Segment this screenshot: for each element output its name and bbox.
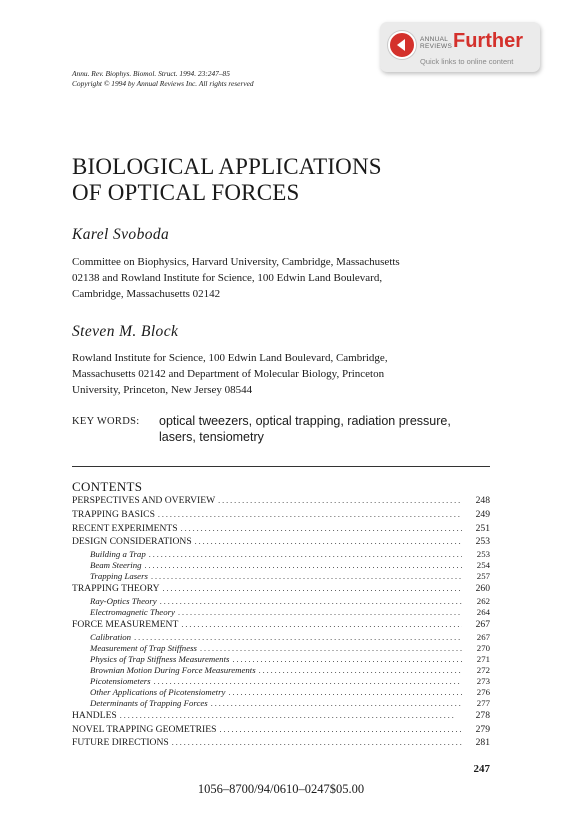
author-name: Karel Svoboda <box>72 226 170 243</box>
toc-entry-page: 267 <box>476 631 490 642</box>
title-line-2: OF OPTICAL FORCES <box>72 180 300 205</box>
toc-entry-title: Building a Trap <box>72 549 149 560</box>
toc-entry-page: 254 <box>476 560 490 571</box>
citation-line-1: Annu. Rev. Biophys. Biomol. Struct. 1994. 23:247–85 <box>72 69 230 78</box>
toc-entry-page: 271 <box>476 653 490 664</box>
toc-entry <box>72 698 490 709</box>
keywords-text: optical tweezers, optical trapping, radiation pressure, lasers, tensiometry <box>159 414 451 444</box>
toc-entry-title: Measurement of Trap Stiffness <box>72 643 200 654</box>
toc-entry-page: 270 <box>476 642 490 653</box>
toc-entry-title: Picotensiometers <box>72 676 154 687</box>
toc-entry <box>72 582 490 596</box>
toc-entry-page: 279 <box>475 723 490 735</box>
toc-entry <box>72 709 490 723</box>
toc-entry <box>72 508 490 522</box>
author-affiliation: Rowland Institute for Science, 100 Edwin Land Boulevard, Cambridge, Massachusetts 02142 and Department of Molecular Biology, Princeton University, Princeton, New Jersey 08544 <box>72 352 388 396</box>
table-of-contents <box>72 494 490 750</box>
toc-entry-page: 277 <box>476 697 490 708</box>
article-title <box>72 154 382 206</box>
toc-entry <box>72 618 490 632</box>
toc-entry-title: TRAPPING THEORY <box>72 582 163 596</box>
toc-leader-dots <box>211 698 462 709</box>
toc-entry <box>72 596 490 607</box>
toc-leader-dots <box>228 687 462 698</box>
toc-entry-page: 262 <box>476 595 490 606</box>
toc-leader-dots <box>158 508 462 522</box>
toc-entry-page: 273 <box>476 675 490 686</box>
toc-entry-page: 267 <box>475 618 490 630</box>
toc-entry <box>72 665 490 676</box>
toc-entry-title: Ray-Optics Theory <box>72 596 160 607</box>
toc-entry-page: 257 <box>476 571 490 582</box>
toc-entry-title: Determinants of Trapping Forces <box>72 698 211 709</box>
toc-leader-dots <box>154 676 462 687</box>
toc-entry-title: RECENT EXPERIMENTS <box>72 522 181 536</box>
journal-citation <box>72 69 254 89</box>
toc-leader-dots <box>259 665 462 676</box>
author-name: Steven M. Block <box>72 323 179 340</box>
toc-entry-title: Calibration <box>72 632 134 643</box>
toc-leader-dots <box>145 560 462 571</box>
toc-leader-dots <box>134 632 462 643</box>
toc-entry-title: TRAPPING BASICS <box>72 508 158 522</box>
contents-heading: CONTENTS <box>72 479 143 494</box>
toc-entry-page: 248 <box>475 495 490 506</box>
toc-leader-dots <box>218 494 462 508</box>
toc-entry <box>72 560 490 571</box>
toc-entry <box>72 535 490 549</box>
toc-entry-page: 251 <box>475 522 490 534</box>
toc-entry-page: 260 <box>475 583 490 595</box>
toc-entry-title: HANDLES <box>72 709 120 723</box>
toc-entry-title: PERSPECTIVES AND OVERVIEW <box>72 494 218 508</box>
toc-leader-dots <box>219 723 462 737</box>
toc-leader-dots <box>181 618 462 632</box>
arrow-left-icon <box>390 33 414 57</box>
toc-entry-title: Electromagnetic Theory <box>72 607 178 618</box>
toc-entry-title: FORCE MEASUREMENT <box>72 618 181 632</box>
toc-entry-page: 278 <box>475 709 490 721</box>
toc-entry-page: 281 <box>475 737 490 749</box>
toc-entry-page: 272 <box>476 664 490 675</box>
toc-entry-title: Other Applications of Picotensiometry <box>72 687 228 698</box>
toc-entry-page: 264 <box>476 606 490 617</box>
toc-entry <box>72 654 490 665</box>
author-affiliation: Committee on Biophysics, Harvard University, Cambridge, Massachusetts 02138 and Rowland Institute for Science, 100 Edwin Land Boulevard, Cambridge, Massachusetts 02142 <box>72 256 400 300</box>
annual-reviews-logo-text: ANNUAL REVIEWS <box>420 36 453 50</box>
toc-leader-dots <box>149 549 462 560</box>
citation-line-2: Copyright © 1994 by Annual Reviews Inc. All rights reserved <box>72 79 254 88</box>
toc-entry <box>72 494 490 508</box>
article-code: 1056–8700/94/0610–0247$05.00 <box>197 782 365 796</box>
toc-leader-dots <box>120 709 462 723</box>
toc-leader-dots <box>151 571 462 582</box>
page-number: 247 <box>473 763 490 775</box>
further-title: Further <box>453 30 523 52</box>
toc-leader-dots <box>232 654 462 665</box>
toc-entry-title: Trapping Lasers <box>72 571 151 582</box>
toc-leader-dots <box>163 582 462 596</box>
keywords-label: KEY WORDS: <box>72 416 140 427</box>
toc-leader-dots <box>178 607 462 618</box>
toc-entry-page: 253 <box>476 549 490 560</box>
toc-entry-title: NOVEL TRAPPING GEOMETRIES <box>72 723 219 737</box>
toc-entry-title: Brownian Motion During Force Measurements <box>72 665 259 676</box>
toc-leader-dots <box>200 643 462 654</box>
further-link-button[interactable] <box>388 31 416 59</box>
toc-leader-dots <box>172 736 462 750</box>
toc-entry-title: Physics of Trap Stiffness Measurements <box>72 654 232 665</box>
toc-entry <box>72 643 490 654</box>
toc-entry <box>72 736 490 750</box>
toc-entry <box>72 607 490 618</box>
title-line-1: BIOLOGICAL APPLICATIONS <box>72 154 382 179</box>
toc-entry-title: Beam Steering <box>72 560 145 571</box>
toc-entry-page: 249 <box>475 508 490 520</box>
toc-entry <box>72 522 490 536</box>
toc-leader-dots <box>181 522 462 536</box>
toc-entry-title: FUTURE DIRECTIONS <box>72 736 172 750</box>
toc-entry <box>72 632 490 643</box>
toc-entry <box>72 676 490 687</box>
toc-entry-page: 276 <box>476 686 490 697</box>
toc-entry <box>72 723 490 737</box>
further-subtitle: Quick links to online content <box>420 57 514 66</box>
toc-entry <box>72 571 490 582</box>
toc-entry-page: 253 <box>475 536 490 548</box>
section-divider <box>72 466 490 467</box>
toc-leader-dots <box>160 596 462 607</box>
toc-leader-dots <box>195 535 462 549</box>
toc-entry-title: DESIGN CONSIDERATIONS <box>72 535 195 549</box>
toc-entry <box>72 687 490 698</box>
toc-entry <box>72 549 490 560</box>
annual-reviews-further-banner[interactable] <box>380 22 540 72</box>
